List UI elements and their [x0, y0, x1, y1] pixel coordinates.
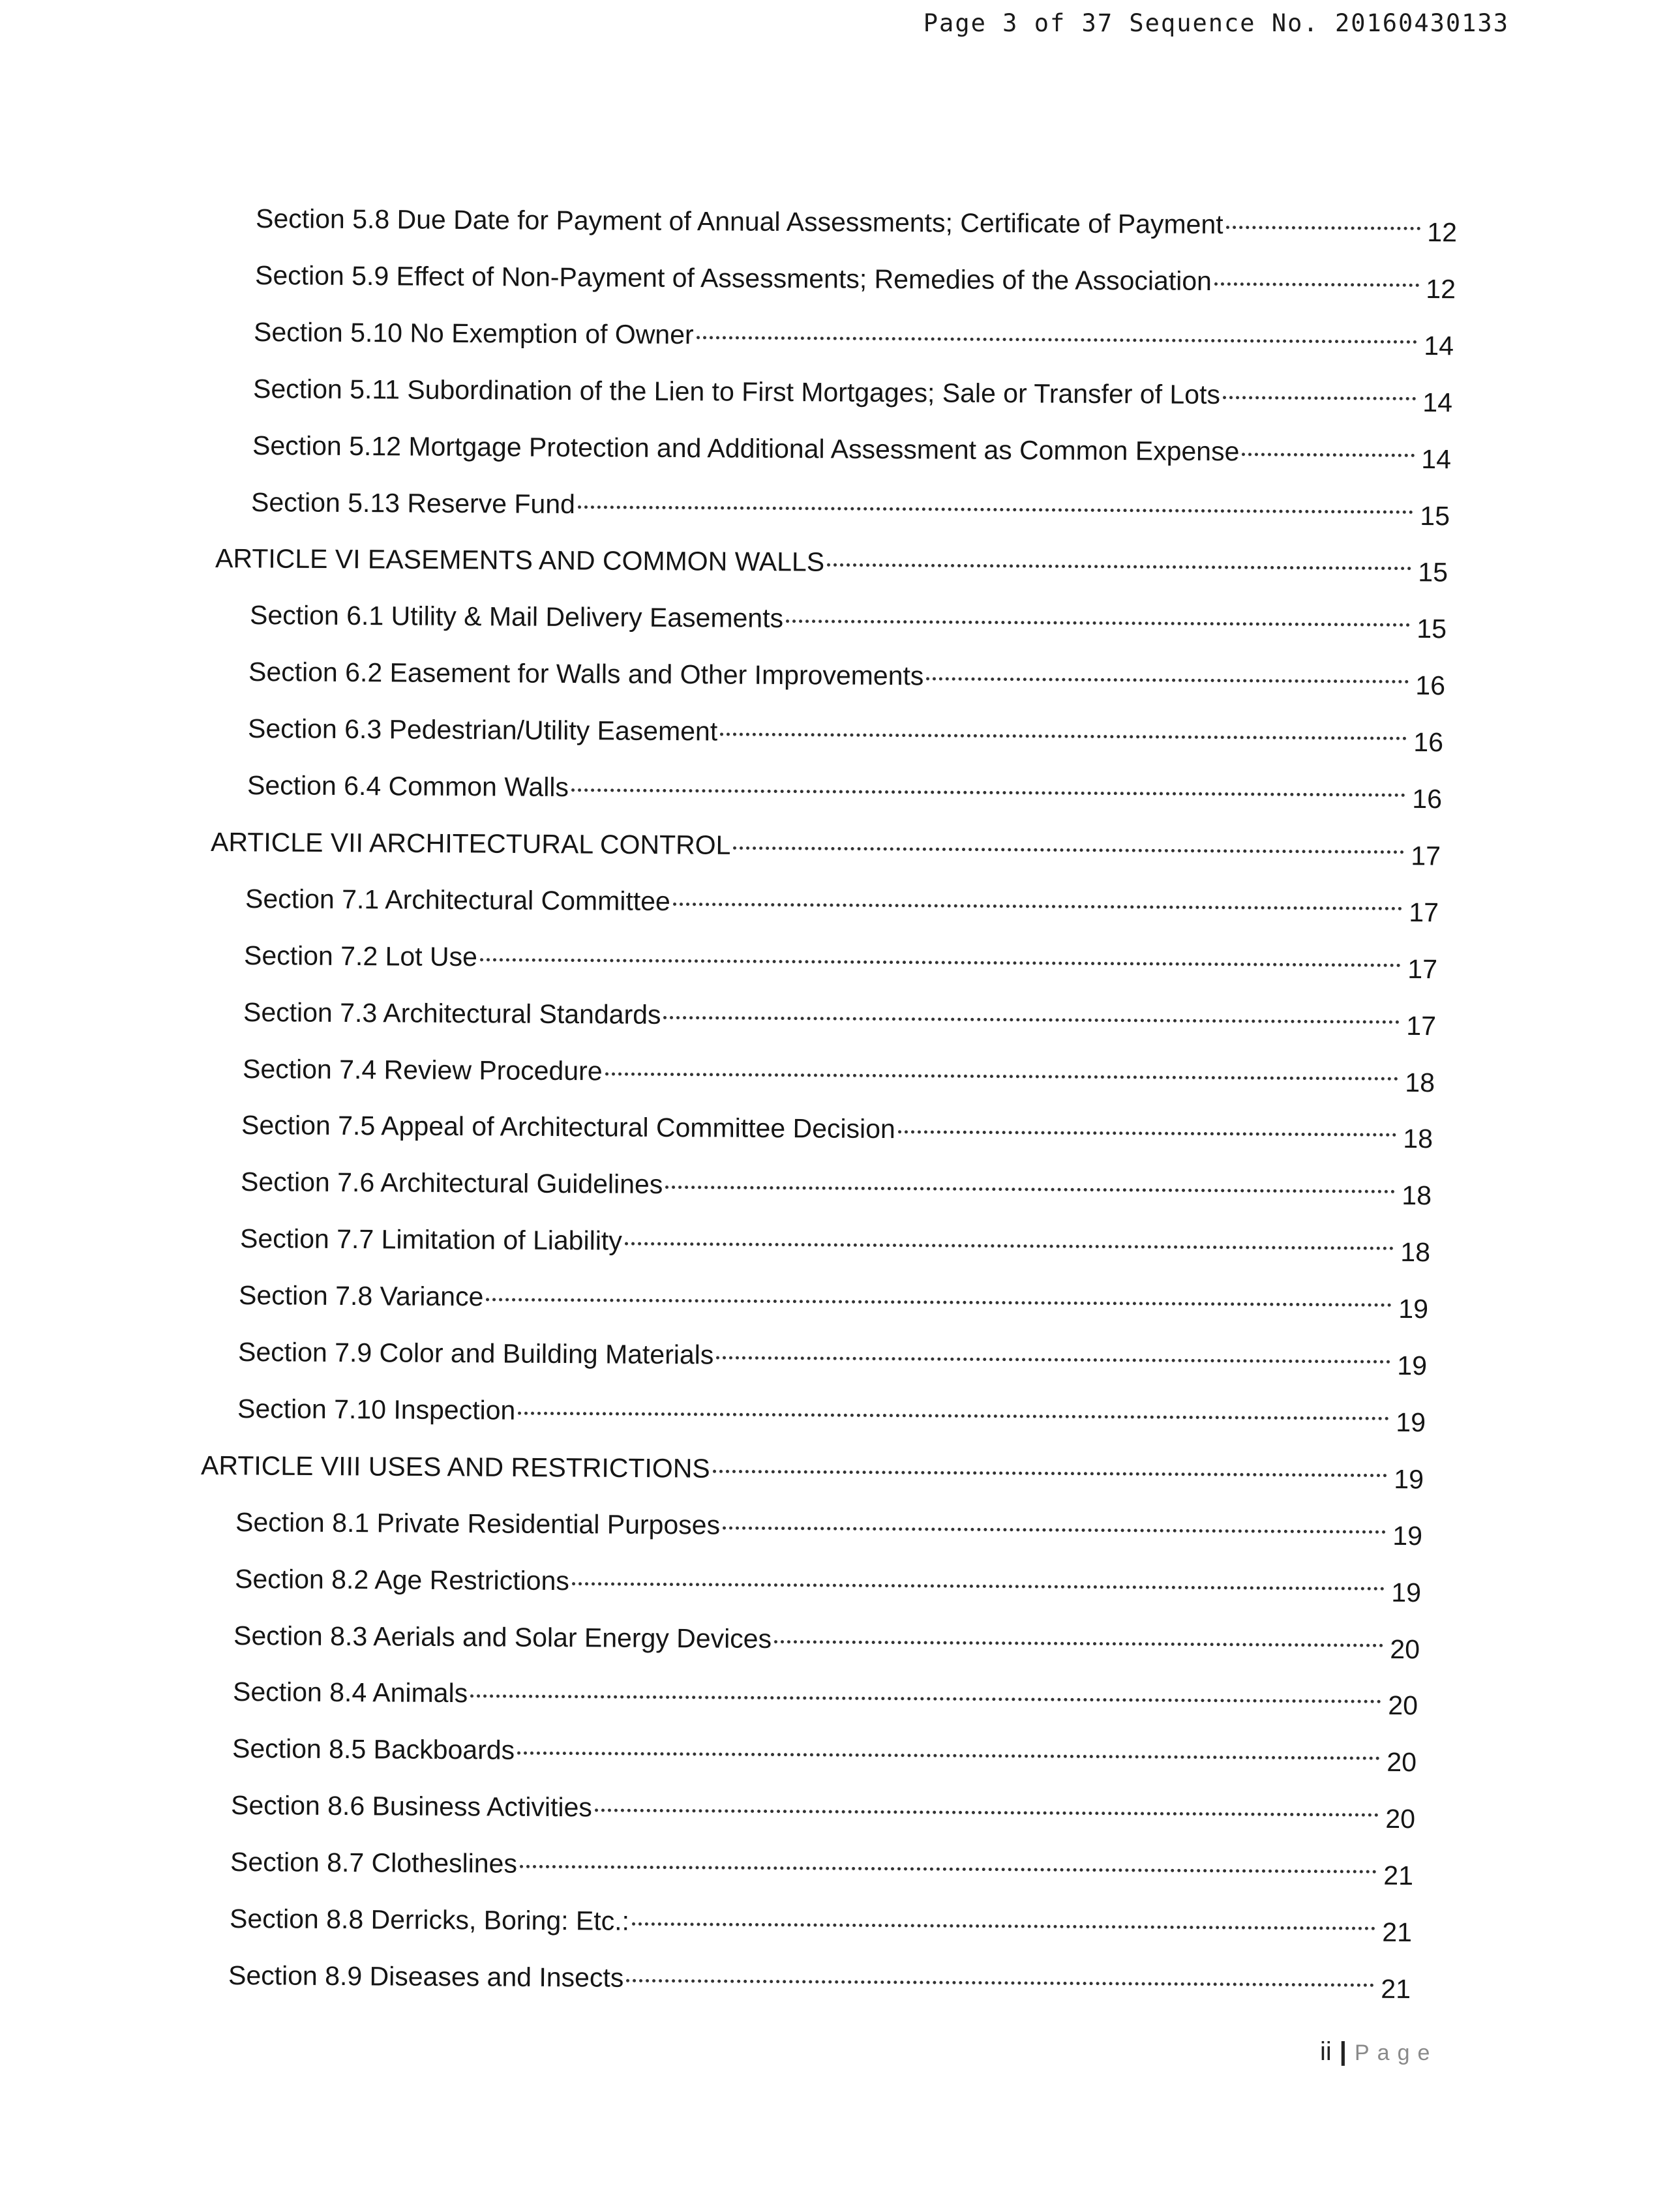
toc-entry-title: ARTICLE VIII USES AND RESTRICTIONS — [200, 1450, 710, 1484]
dot-leader — [625, 1242, 1394, 1250]
toc-entry-page-number: 14 — [1424, 330, 1454, 361]
toc-section-entry — [250, 600, 1447, 653]
dot-leader — [827, 563, 1411, 570]
toc-entry-page-number: 17 — [1409, 897, 1439, 928]
dot-leader — [1214, 282, 1420, 287]
toc-entry-title: Section 7.1 Architectural Committee — [245, 884, 670, 916]
toc-entry-title: Section 5.10 No Exemption of Owner — [253, 317, 694, 350]
dot-leader — [697, 336, 1418, 344]
toc-entry-page-number: 21 — [1382, 1917, 1413, 1948]
toc-entry-page-number: 17 — [1407, 953, 1438, 985]
toc-entry-page-number: 20 — [1388, 1690, 1418, 1721]
toc-entry-page-number: 18 — [1402, 1180, 1432, 1211]
dot-leader — [605, 1072, 1399, 1080]
dot-leader — [520, 1865, 1377, 1874]
toc-entry-page-number: 17 — [1411, 841, 1441, 871]
toc-section-entry — [230, 1904, 1412, 1956]
toc-entry-title: Section 5.11 Subordination of the Lien to First Mortgages; Sale or Transfer of Lots — [252, 374, 1221, 410]
toc-entry-title: ARTICLE VI EASEMENTS AND COMMON WALLS — [215, 543, 825, 577]
dot-leader — [716, 1356, 1390, 1363]
toc-entry-title: Section 6.1 Utility & Mail Delivery Easements — [249, 600, 784, 633]
toc-section-entry — [235, 1564, 1421, 1617]
toc-entry-title: Section 8.7 Clotheslines — [230, 1847, 518, 1879]
toc-entry-title: Section 8.8 Derricks, Boring: Etc.: — [229, 1904, 630, 1936]
toc-section-entry — [232, 1733, 1417, 1786]
toc-section-entry — [243, 997, 1436, 1050]
toc-entry-title: Section 8.4 Animals — [232, 1677, 468, 1709]
toc-entry-title: ARTICLE VII ARCHITECTURAL CONTROL — [210, 827, 731, 860]
toc-entry-page-number: 15 — [1417, 613, 1447, 644]
toc-entry-page-number: 19 — [1396, 1407, 1426, 1438]
toc-entry-page-number: 18 — [1405, 1067, 1435, 1098]
toc-article-entry — [211, 827, 1441, 880]
dot-leader — [595, 1808, 1379, 1816]
toc-section-entry — [228, 1960, 1411, 2013]
dot-leader — [720, 732, 1407, 740]
toc-entry-title: Section 8.2 Age Restrictions — [234, 1564, 569, 1596]
dot-leader — [486, 1298, 1392, 1306]
toc-section-entry — [231, 1790, 1415, 1843]
toc-section-entry — [252, 430, 1451, 483]
toc-entry-title: Section 8.1 Private Residential Purposes — [235, 1507, 721, 1540]
toc-entry-title: Section 5.13 Reserve Fund — [250, 487, 576, 520]
dot-leader — [518, 1412, 1389, 1420]
toc-entry-page-number: 16 — [1415, 670, 1446, 701]
dot-leader — [480, 958, 1402, 967]
toc-section-entry — [233, 1621, 1420, 1673]
dot-leader — [1226, 226, 1421, 230]
toc-entry-page-number: 19 — [1391, 1577, 1422, 1608]
toc-entry-page-number: 19 — [1392, 1520, 1423, 1551]
page-sequence-header: Page 3 of 37 Sequence No. 20160430133 — [923, 9, 1509, 37]
toc-entry-title: Section 7.5 Appeal of Architectural Committee Decision — [241, 1110, 895, 1144]
toc-entry-page-number: 16 — [1412, 783, 1443, 815]
toc-section-entry — [238, 1337, 1427, 1390]
toc-entry-title: Section 7.4 Review Procedure — [242, 1054, 603, 1086]
footer-page-label: Page — [1354, 2040, 1438, 2065]
toc-entry-title: Section 7.10 Inspection — [237, 1394, 516, 1426]
toc-entry-page-number: 15 — [1418, 557, 1448, 588]
toc-section-entry — [251, 487, 1450, 540]
dot-leader — [571, 788, 1405, 797]
dot-leader — [713, 1470, 1388, 1477]
dot-leader — [626, 1979, 1374, 1987]
dot-leader — [774, 1640, 1383, 1647]
toc-section-entry — [248, 657, 1445, 710]
toc-entry-page-number: 12 — [1427, 217, 1458, 248]
dot-leader — [470, 1694, 1381, 1703]
footer-separator: | — [1339, 2037, 1347, 2066]
toc-entry-title: Section 6.4 Common Walls — [247, 770, 569, 803]
toc-section-entry — [241, 1167, 1432, 1219]
footer-page-number: ii — [1320, 2037, 1332, 2066]
dot-leader — [517, 1752, 1380, 1760]
toc-entry-page-number: 21 — [1381, 1973, 1411, 2005]
toc-section-entry — [244, 940, 1437, 993]
toc-entry-title: Section 8.3 Aerials and Solar Energy Devices — [233, 1621, 772, 1654]
toc-section-entry — [230, 1847, 1413, 1900]
toc-entry-page-number: 21 — [1383, 1860, 1414, 1891]
toc-entry-title: Section 6.2 Easement for Walls and Other Improvements — [248, 657, 924, 691]
dot-leader — [733, 846, 1404, 854]
toc-entry-page-number: 17 — [1406, 1010, 1437, 1041]
toc-section-entry — [235, 1507, 1422, 1560]
dot-leader — [632, 1922, 1375, 1930]
toc-section-entry — [248, 713, 1443, 766]
toc-entry-title: Section 8.9 Diseases and Insects — [228, 1960, 624, 1993]
toc-section-entry — [240, 1223, 1430, 1276]
toc-entry-title: Section 7.7 Limitation of Liability — [239, 1223, 622, 1256]
toc-entry-page-number: 14 — [1422, 387, 1453, 418]
toc-entry-title: Section 6.3 Pedestrian/Utility Easement — [247, 713, 718, 747]
dot-leader — [673, 903, 1403, 910]
toc-entry-page-number: 20 — [1387, 1746, 1417, 1778]
toc-section-entry — [239, 1280, 1428, 1333]
toc-entry-page-number: 14 — [1421, 443, 1452, 475]
toc-section-entry — [256, 203, 1457, 256]
page-footer — [1320, 2037, 1437, 2067]
dot-leader — [572, 1582, 1385, 1591]
toc-section-entry — [254, 317, 1454, 370]
toc-entry-page-number: 15 — [1420, 500, 1450, 531]
toc-entry-page-number: 19 — [1394, 1464, 1424, 1495]
toc-section-entry — [241, 1110, 1433, 1163]
toc-entry-page-number: 19 — [1397, 1350, 1428, 1381]
toc-entry-title: Section 7.6 Architectural Guidelines — [240, 1167, 663, 1199]
dot-leader — [723, 1527, 1386, 1534]
toc-entry-page-number: 12 — [1426, 273, 1456, 305]
toc-entry-title: Section 7.8 Variance — [238, 1280, 484, 1312]
toc-entry-title: Section 5.9 Effect of Non-Payment of Assessments; Remedies of the Association — [254, 260, 1212, 296]
dot-leader — [1242, 453, 1415, 457]
toc-entry-page-number: 18 — [1400, 1236, 1431, 1268]
toc-article-entry — [201, 1450, 1424, 1503]
toc-entry-title: Section 8.5 Backboards — [232, 1733, 515, 1765]
toc-section-entry — [243, 1054, 1435, 1107]
toc-section-entry — [245, 884, 1439, 936]
toc-entry-page-number: 19 — [1398, 1293, 1429, 1324]
dot-leader — [898, 1130, 1397, 1137]
toc-entry-title: Section 5.8 Due Date for Payment of Annual Assessments; Certificate of Payment — [255, 203, 1223, 240]
toc-section-entry — [237, 1394, 1426, 1446]
dot-leader — [663, 1016, 1400, 1024]
dot-leader — [786, 620, 1410, 627]
toc-entry-title: Section 8.6 Business Activities — [230, 1790, 592, 1823]
dot-leader — [665, 1186, 1395, 1193]
toc-section-entry — [253, 374, 1452, 426]
toc-entry-title: Section 7.9 Color and Building Materials — [237, 1337, 714, 1370]
toc-entry-page-number: 20 — [1385, 1803, 1416, 1834]
toc-entry-page-number: 20 — [1390, 1634, 1420, 1665]
toc-entry-title: Section 7.2 Lot Use — [243, 940, 478, 972]
toc-section-entry — [247, 770, 1442, 823]
toc-article-entry — [215, 543, 1448, 597]
toc-entry-page-number: 18 — [1403, 1123, 1433, 1154]
toc-section-entry — [255, 260, 1456, 313]
toc-entry-page-number: 16 — [1413, 726, 1444, 758]
toc-entry-title: Section 5.12 Mortgage Protection and Additional Assessment as Common Expense — [252, 430, 1240, 467]
dot-leader — [578, 505, 1414, 514]
dot-leader — [1223, 396, 1416, 400]
toc-entry-title: Section 7.3 Architectural Standards — [243, 997, 661, 1030]
toc-section-entry — [233, 1677, 1418, 1729]
dot-leader — [926, 677, 1409, 683]
